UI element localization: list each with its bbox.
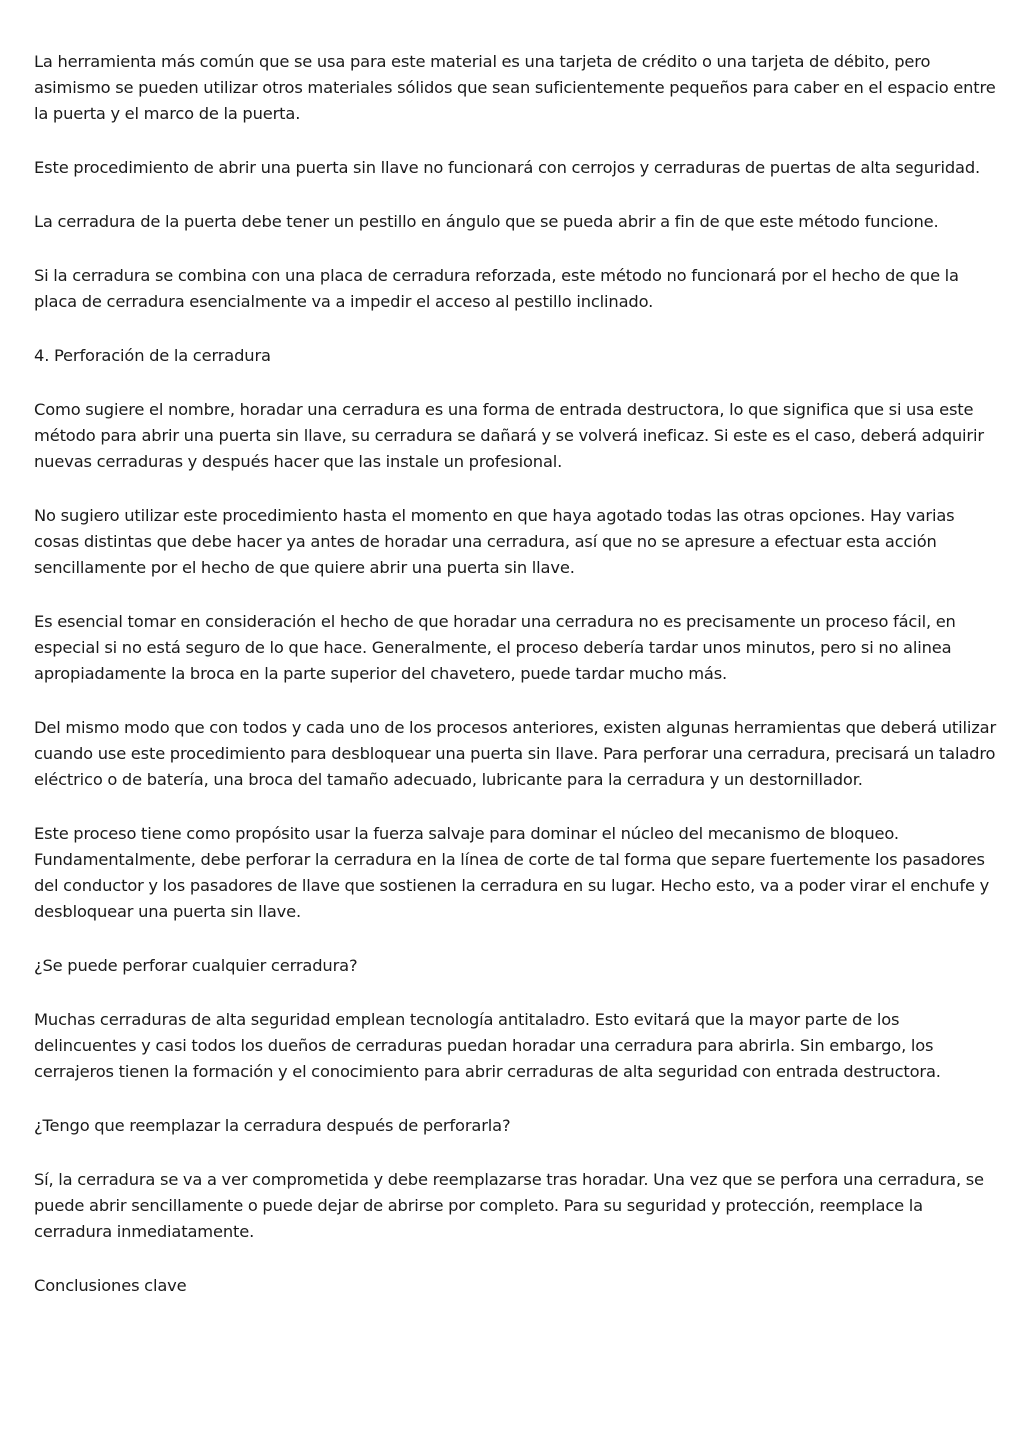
paragraph-replace-answer: Sí, la cerradura se va a ver comprometida y debe reemplazarse tras horadar. Una vez que se perfora una cerradura, se puede abrir sencillamente o puede dejar de abrirse por completo. Para su seguridad y protección, reemplace la cerradura inmediatamente.: [34, 1170, 984, 1241]
paragraph-not-easy: Es esencial tomar en consideración el hecho de que horadar una cerradura no es precisamente un proceso fácil, en especial si no está seguro de lo que hace. Generalmente, el proceso debería tardar unos minutos, pero si no alinea apropiadamente la broca en la parte superior del chavetero, puede tardar mucho más.: [34, 612, 956, 683]
document-body: [34, 49, 996, 1327]
question-heading-any-lock: ¿Se puede perforar cualquier cerradura?: [34, 956, 358, 975]
paragraph-credit-card-tool: La herramienta más común que se usa para este material es una tarjeta de crédito o una tarjeta de débito, pero asimismo se pueden utilizar otros materiales sólidos que sean suficientemente pequeños para caber en el espacio entre la puerta y el marco de la puerta.: [34, 52, 996, 123]
paragraph-destructive-entry: Como sugiere el nombre, horadar una cerradura es una forma de entrada destructora, lo que significa que si usa este método para abrir una puerta sin llave, su cerradura se dañará y se volverá ineficaz. Si este es el caso, deberá adquirir nuevas cerraduras y después hacer que las instale un profesional.: [34, 400, 984, 471]
paragraph-anti-drill: Muchas cerraduras de alta seguridad emplean tecnología antitaladro. Esto evitará que la mayor parte de los delincuentes y casi todos los dueños de cerraduras puedan horadar una cerradura para abrirla. Sin embargo, los cerrajeros tienen la formación y el conocimiento para abrir cerraduras de alta seguridad con entrada destructora.: [34, 1010, 941, 1081]
question-heading-replace-lock: ¿Tengo que reemplazar la cerradura después de perforarla?: [34, 1116, 511, 1135]
paragraph-brute-force: Este proceso tiene como propósito usar la fuerza salvaje para dominar el núcleo del mecanismo de bloqueo. Fundamentalmente, debe perforar la cerradura en la línea de corte de tal forma que separe fuertemente los pasadores del conductor y los pasadores de llave que sostienen la cerradura en su lugar. Hecho esto, va a poder virar el enchufe y desbloquear una puerta sin llave.: [34, 824, 990, 921]
section-heading-conclusions: Conclusiones clave: [34, 1276, 187, 1295]
section-heading-drilling: 4. Perforación de la cerradura: [34, 346, 271, 365]
paragraph-angled-latch: La cerradura de la puerta debe tener un pestillo en ángulo que se pueda abrir a fin de que este método funcione.: [34, 212, 939, 231]
paragraph-tools-needed: Del mismo modo que con todos y cada uno de los procesos anteriores, existen algunas herramientas que deberá utilizar cuando use este procedimiento para desbloquear una puerta sin llave. Para perforar una cerradura, precisará un taladro eléctrico o de batería, una broca del tamaño adecuado, lubricante para la cerradura y un destornillador.: [34, 718, 997, 789]
paragraph-high-security-warning: Este procedimiento de abrir una puerta sin llave no funcionará con cerrojos y cerraduras de puertas de alta seguridad.: [34, 158, 981, 177]
paragraph-reinforced-plate: Si la cerradura se combina con una placa de cerradura reforzada, este método no funcionará por el hecho de que la placa de cerradura esencialmente va a impedir el acceso al pestillo inclinado.: [34, 266, 959, 311]
paragraph-last-resort: No sugiero utilizar este procedimiento hasta el momento en que haya agotado todas las otras opciones. Hay varias cosas distintas que debe hacer ya antes de horadar una cerradura, así que no se apresure a efectuar esta acción sencillamente por el hecho de que quiere abrir una puerta sin llave.: [34, 506, 955, 577]
